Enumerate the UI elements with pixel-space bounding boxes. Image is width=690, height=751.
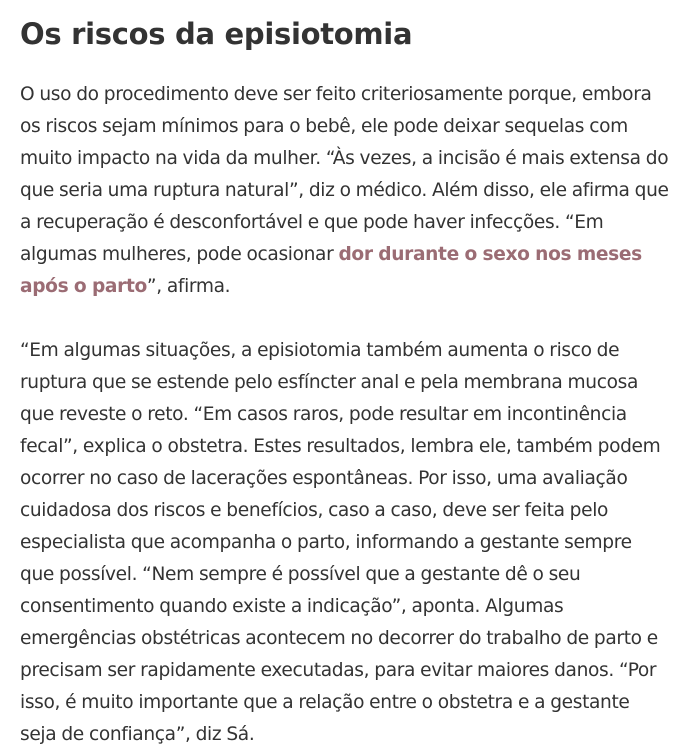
paragraph-risks-text: O uso do procedimento deve ser feito criteriosamente porque, embora os riscos sejam mínimos para o bebê, ele pode deixar sequelas com muito impacto na vida da mulher. “Às vezes, a incisão é mais extensa do que seria uma ruptura natural”, diz o médico. Além disso, ele afirma que a recuperação é desconfortável e que pode haver infecções. “Em algumas mulheres, pode ocasionar <box>20 84 669 265</box>
paragraph-risks-text-end: ”, afirma. <box>146 276 231 297</box>
section-heading: Os riscos da episiotomia <box>20 17 413 51</box>
paragraph-complications: “Em algumas situações, a episiotomia também aumenta o risco de ruptura que se estende pelo esfíncter anal e pela membrana mucosa que reveste o reto. “Em casos raros, pode resultar em incontinência fecal”, explica o obstetra. Estes resultados, lembra ele, também podem ocorrer no caso de lacerações espontâneas. Por isso, uma avaliação cuidadosa dos riscos e benefícios, caso a caso, deve ser feita pelo especialista que acompanha o parto, informando a gestante sempre que possível. “Nem sempre é possível que a gestante dê o seu consentimento quando existe a indicação”, aponta. Algumas emergências obstétricas acontecem no decorrer do trabalho de parto e precisam ser rapidamente executadas, para evitar maiores danos. “Por isso, é muito importante que a relação entre o obstetra e a gestante seja de confiança”, diz Sá. <box>20 340 661 745</box>
paragraph-risks <box>20 79 670 303</box>
pain-during-sex-link[interactable]: dor durante o sexo nos meses após o parto <box>20 244 642 297</box>
